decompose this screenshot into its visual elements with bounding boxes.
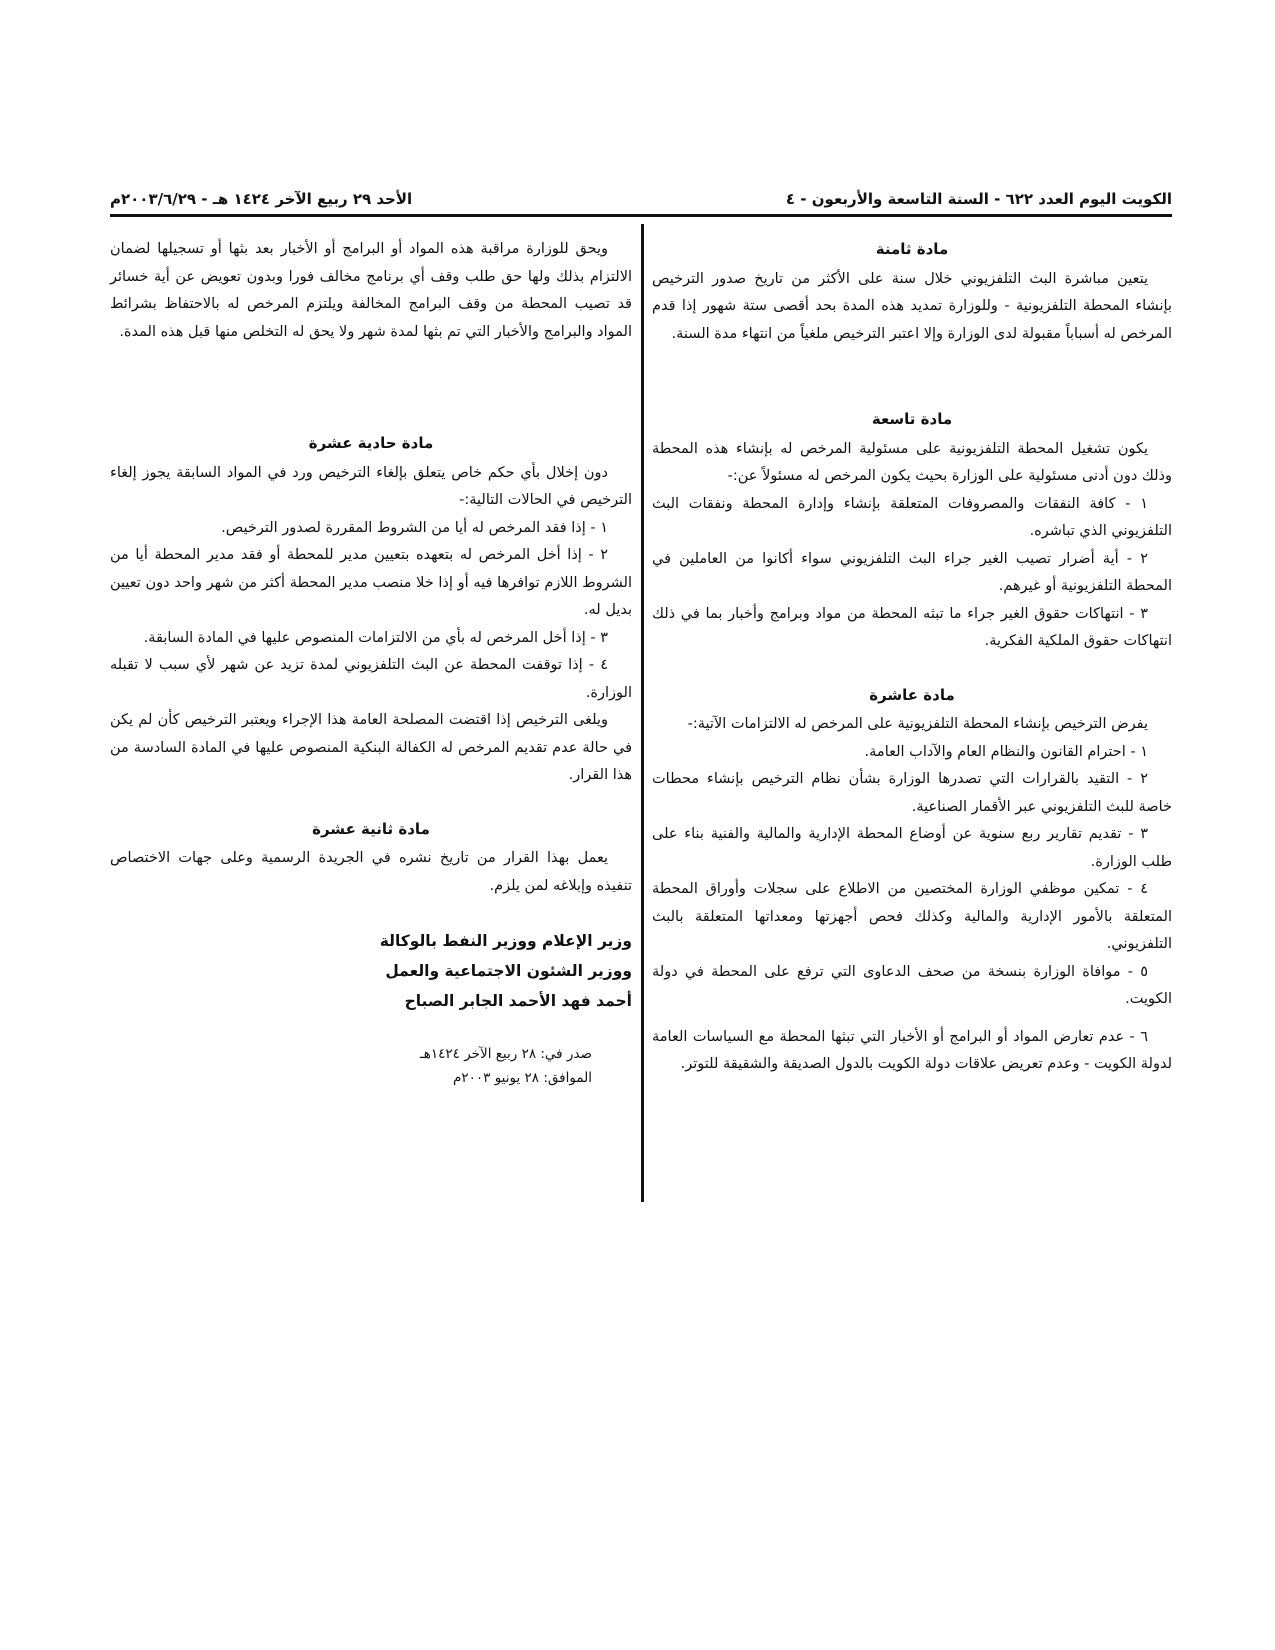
article-12-text: يعمل بهذا القرار من تاريخ نشره في الجريدة الرسمية وعلى جهات الاختصاص تنفيذه وإبلاغه لمن يلزم. xyxy=(110,850,632,894)
article-11-item-4: ٤ - إذا توقفت المحطة عن البث التلفزيوني لمدة تزيد عن شهر لأي سبب لا تقبله الوزارة. xyxy=(110,657,632,701)
article-11-text: دون إخلال بأي حكم خاص يتعلق بإلغاء الترخيص ورد في المواد السابقة يجوز إلغاء الترخيص في الحالات التالية:- xyxy=(110,464,632,508)
article-12-title: مادة ثانية عشرة xyxy=(312,819,430,838)
issued-date-hijri: صدر في: ٢٨ ربيع الآخر ١٤٢٤هـ xyxy=(419,1046,592,1062)
article-11-item-3: ٣ - إذا أخل المرخص له بأي من الالتزامات المنصوص عليها في المادة السابقة. xyxy=(143,629,608,646)
article-11-item-1: ١ - إذا فقد المرخص له أيا من الشروط المقررة لصدور الترخيص. xyxy=(221,519,608,536)
issued-date-gregorian: الموافق: ٢٨ يونيو ٢٠٠٣م xyxy=(453,1070,592,1086)
left-column xyxy=(110,236,632,1090)
header-rule xyxy=(110,214,1172,217)
article-10-item-5: ٥ - موافاة الوزارة بنسخة من صحف الدعاوى التي ترفع على المحطة في دولة الكويت. xyxy=(652,963,1172,1007)
signature-name: أحمد فهد الأحمد الجابر الصباح xyxy=(404,992,632,1010)
right-column xyxy=(652,236,1172,1079)
signature-block xyxy=(110,926,632,1016)
page-header xyxy=(110,188,1172,216)
article-10-item-4: ٤ - تمكين موظفي الوزارة المختصين من الاطلاع على سجلات وأوراق المحطة المتعلقة بالأمور الإدارية والمالية وكذلك فحص أجهزتها ومعداتها المتعلقة بالبث التلفزيوني. xyxy=(652,881,1172,952)
article-10-item-1: ١ - احترام القانون والنظام العام والآداب العامة. xyxy=(864,743,1148,760)
signature-line-1: وزير الإعلام ووزير النفط بالوكالة xyxy=(379,932,632,950)
article-8-title: مادة ثامنة xyxy=(875,240,949,258)
article-10-item-2: ٢ - التقيد بالقرارات التي تصدرها الوزارة بشأن نظام الترخيص بإنشاء محطات خاصة للبث التلفزيوني عبر الأقمار الصناعية. xyxy=(652,771,1172,815)
article-10-item-3: ٣ - تقديم تقارير ربع سنوية عن أوضاع المحطة الإدارية والمالية والفنية بناء على طلب الوزارة. xyxy=(652,826,1172,870)
signature-line-2: ووزير الشئون الاجتماعية والعمل xyxy=(385,962,632,980)
issued-block xyxy=(110,1042,632,1090)
article-10-item-6: ٦ - عدم تعارض المواد أو البرامج أو الأخبار التي تبثها المحطة مع السياسات العامة لدولة الكويت - وعدم تعريض علاقات دولة الكويت بالدول الصديقة والشقيقة للتوتر. xyxy=(652,1028,1172,1072)
issue-date: الأحد ٢٩ ربيع الآخر ١٤٢٤ هـ - ٢٠٠٣/٦/٢٩م xyxy=(110,190,413,208)
article-11-title: مادة حادية عشرة xyxy=(308,434,434,452)
article-10-continuation: ويحق للوزارة مراقبة هذه المواد أو البرامج أو الأخبار بعد بثها أو تسجيلها لضمان الالتزام بذلك ولها حق طلب وقف أي برنامج مخالف فورا وبدون تعويض عن أية خسائر قد تصيب المحطة من وقف البرامج المخالفة ويلتزم المرخص له بالاحتفاظ بشرائط المواد والبرامج والأخبار التي تم بثها لمدة شهر ولا يحق له التخلص منها قبل هذه المدة. xyxy=(110,241,632,340)
issue-info: الكويت اليوم العدد ٦٢٢ - السنة التاسعة والأربعون - ٤ xyxy=(785,190,1172,208)
article-9-item-2: ٢ - أية أضرار تصيب الغير جراء البث التلفزيوني سواء أكانوا من العاملين في المحطة التلفزيونية أو غيرهم. xyxy=(652,550,1172,594)
article-9-title: مادة تاسعة xyxy=(871,410,953,428)
article-9-text: يكون تشغيل المحطة التلفزيونية على مسئولية المرخص له بإنشاء هذه المحطة وذلك دون أدنى مسئولية على الوزارة بحيث يكون المرخص له مسئولاً عن:- xyxy=(652,440,1172,484)
article-10-text: يفرض الترخيص بإنشاء المحطة التلفزيونية على المرخص له الالتزامات الآتية:- xyxy=(687,716,1148,732)
article-10-title: مادة عاشرة xyxy=(869,685,955,704)
article-9-item-3: ٣ - انتهاكات حقوق الغير جراء ما تبثه المحطة من مواد وبرامج وأخبار بما في ذلك انتهاكات حقوق الملكية الفكرية. xyxy=(652,605,1172,649)
article-9-item-1: ١ - كافة النفقات والمصروفات المتعلقة بإنشاء وإدارة المحطة ونفقات البث التلفزيوني الذي تباشره. xyxy=(652,495,1172,539)
article-11-closing: ويلغى الترخيص إذا اقتضت المصلحة العامة هذا الإجراء ويعتبر الترخيص كأن لم يكن في حالة عدم تقديم المرخص له الكفالة البنكية المنصوص عليها في المادة السادسة من هذا القرار. xyxy=(110,712,632,783)
column-divider xyxy=(641,224,644,1202)
article-8-text: يتعين مباشرة البث التلفزيوني خلال سنة على الأكثر من تاريخ صدور الترخيص بإنشاء المحطة التلفزيونية - وللوزارة تمديد هذه المدة بحد أقصى ستة شهور إذا قدم المرخص له أسباباً مقبولة لدى الوزارة وإلا اعتبر الترخيص ملغياً من انتهاء مدة السنة. xyxy=(652,270,1172,342)
article-11-item-2: ٢ - إذا أخل المرخص له بتعهده بتعيين مدير للمحطة أو فقد مدير المحطة أيا من الشروط اللازم توافرها فيه أو إذا خلا منصب مدير المحطة أكثر من شهر واحد دون تعيين بديل له. xyxy=(110,547,632,618)
